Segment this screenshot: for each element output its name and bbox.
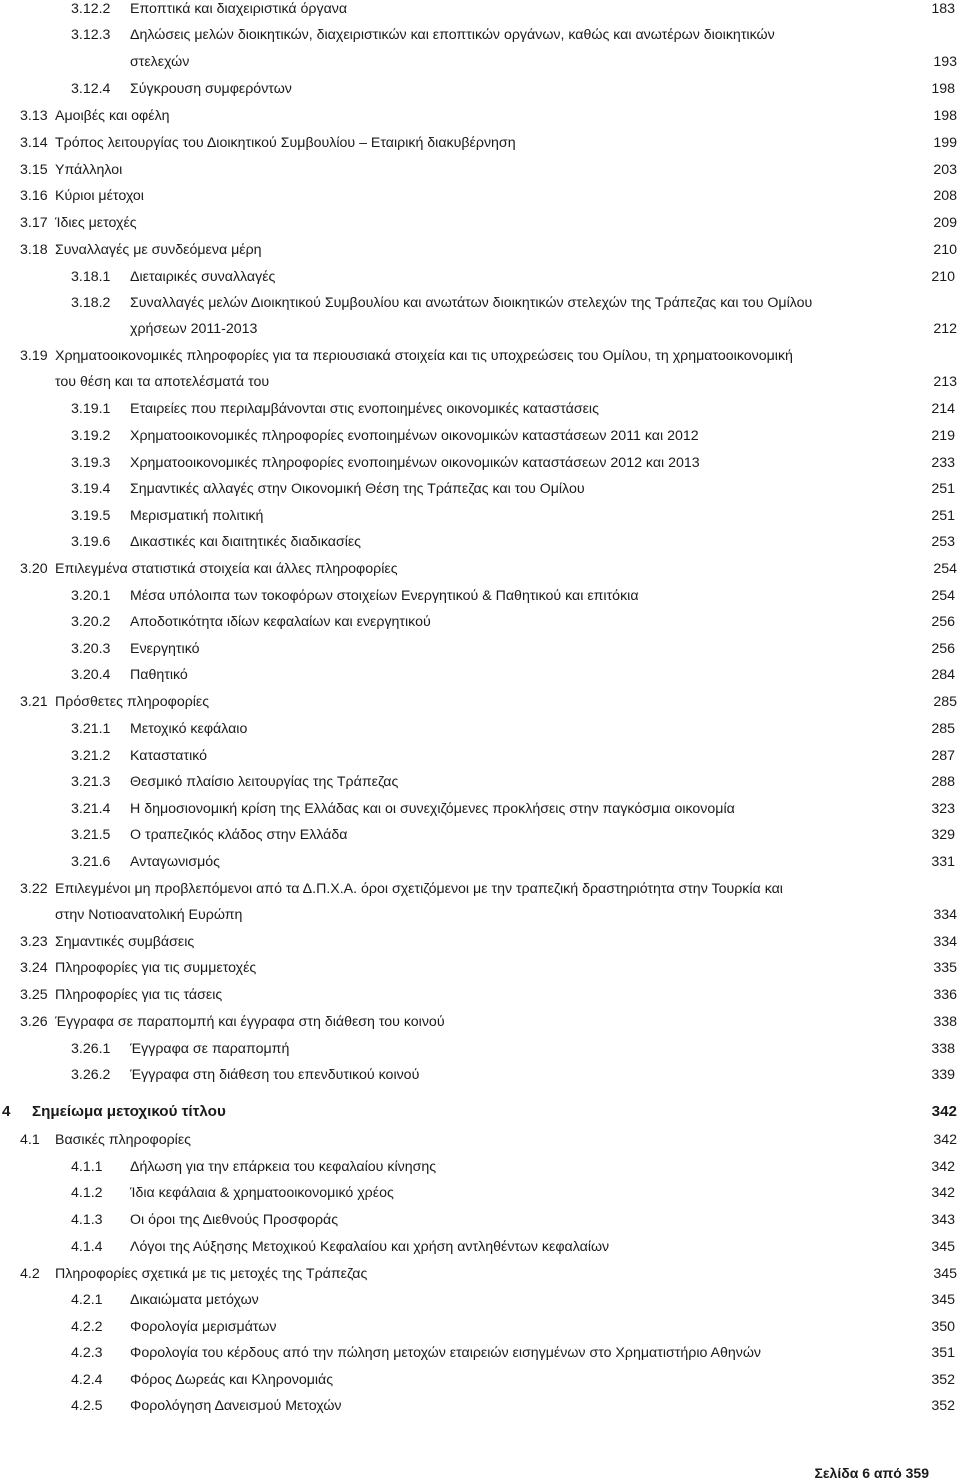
entry-number: 3.26 <box>20 1014 48 1030</box>
entry-number: 3.19.4 <box>71 481 111 497</box>
entry-number: 3.24 <box>20 960 48 976</box>
entry-number: 3.19.5 <box>71 508 111 524</box>
entry-page: 350 <box>931 1319 955 1335</box>
entry-title: Ενεργητικό <box>130 641 200 657</box>
entry-number: 4.2.5 <box>71 1398 103 1414</box>
entry-title: Φορολογία του κέρδους από την πώληση μετοχών εταιρειών εισηγμένων στο Χρηματιστήριο Αθηνών <box>130 1345 762 1361</box>
entry-title: Δικαστικές και διαιτητικές διαδικασίες <box>130 534 362 550</box>
entry-title: Ο τραπεζικός κλάδος στην Ελλάδα <box>130 827 348 843</box>
entry-page: 285 <box>931 721 955 737</box>
entry-title: Ίδιες μετοχές <box>55 215 137 231</box>
entry-number: 3.19.6 <box>71 534 111 550</box>
entry-title: Σημαντικές συμβάσεις <box>55 934 195 950</box>
entry-page: 213 <box>933 374 957 390</box>
entry-number: 3.19.3 <box>71 455 111 471</box>
entry-page: 254 <box>931 588 955 604</box>
entry-title: Δήλωση για την επάρκεια του κεφαλαίου κίνησης <box>130 1159 437 1175</box>
entry-page: 334 <box>933 907 957 923</box>
entry-title: Έγγραφα σε παραπομπή και έγγραφα στη διάθεση του κοινού <box>55 1014 445 1030</box>
entry-number: 3.16 <box>20 188 48 204</box>
entry-page: 329 <box>931 827 955 843</box>
entry-title: Δηλώσεις μελών διοικητικών, διαχειριστικών και εποπτικών οργάνων, καθώς και ανωτέρων διοικητικών <box>130 27 775 43</box>
entry-page: 199 <box>933 135 957 151</box>
entry-number: 3.23 <box>20 934 48 950</box>
entry-number: 3.22 <box>20 881 48 897</box>
entry-number: 4.1.3 <box>71 1212 103 1228</box>
entry-page: 345 <box>931 1239 955 1255</box>
entry-page: 253 <box>931 534 955 550</box>
entry-title: Φόρος Δωρεάς και Κληρονομιάς <box>130 1372 334 1388</box>
entry-title: Κύριοι μέτοχοι <box>55 188 144 204</box>
entry-page: 183 <box>931 1 955 17</box>
entry-number: 4.2.4 <box>71 1372 103 1388</box>
entry-number: 3.20.3 <box>71 641 111 657</box>
entry-page: 345 <box>931 1292 955 1308</box>
entry-page: 208 <box>933 188 957 204</box>
entry-title: Βασικές πληροφορίες <box>55 1132 191 1148</box>
entry-page: 219 <box>931 428 955 444</box>
entry-page: 351 <box>931 1345 955 1361</box>
entry-page: 334 <box>933 934 957 950</box>
entry-number: 4.2.3 <box>71 1345 103 1361</box>
entry-title: Παθητικό <box>130 667 188 683</box>
entry-page: 345 <box>933 1266 957 1282</box>
entry-number: 3.20.4 <box>71 667 111 683</box>
entry-page: 342 <box>931 1185 955 1201</box>
entry-title: Εταιρείες που περιλαμβάνονται στις ενοποιημένες οικονομικές καταστάσεις <box>130 401 599 417</box>
chapter-page: 342 <box>931 1103 957 1120</box>
entry-title: Επιλεγμένοι μη προβλεπόμενοι από τα Δ.Π.Χ.Α. όροι σχετιζόμενοι με την τραπεζική δραστηριότητα στην Τουρκία και <box>55 881 783 897</box>
entry-title: Λόγοι της Αύξησης Μετοχικού Κεφαλαίου και χρήση αντληθέντων κεφαλαίων <box>130 1239 610 1255</box>
entry-title-continuation: χρήσεων 2011-2013 <box>130 321 258 337</box>
entry-page: 198 <box>931 81 955 97</box>
entry-page: 209 <box>933 215 957 231</box>
entry-number: 3.21 <box>20 694 48 710</box>
entry-page: 331 <box>931 854 955 870</box>
entry-page: 251 <box>931 508 955 524</box>
entry-title: Διεταιρικές συναλλαγές <box>130 269 276 285</box>
entry-title: Υπάλληλοι <box>55 162 123 178</box>
entry-page: 193 <box>933 54 957 70</box>
entry-page: 342 <box>931 1159 955 1175</box>
entry-number: 3.14 <box>20 135 48 151</box>
entry-page: 338 <box>933 1014 957 1030</box>
entry-title: Χρηματοοικονομικές πληροφορίες ενοποιημένων οικονομικών καταστάσεων 2012 και 2013 <box>130 455 700 471</box>
entry-title: Σύγκρουση συμφερόντων <box>130 81 292 97</box>
entry-page: 210 <box>933 242 957 258</box>
chapter-title: Σημείωμα μετοχικού τίτλου <box>32 1103 226 1120</box>
entry-title-continuation: του θέση και τα αποτελέσματά του <box>55 374 270 390</box>
entry-title: Σημαντικές αλλαγές στην Οικονομική Θέση της Τράπεζας και του Ομίλου <box>130 481 585 497</box>
entry-number: 3.26.1 <box>71 1041 111 1057</box>
entry-title: Πληροφορίες για τις συμμετοχές <box>55 960 257 976</box>
entry-number: 3.25 <box>20 987 48 1003</box>
entry-page: 352 <box>931 1372 955 1388</box>
entry-page: 335 <box>933 960 957 976</box>
entry-page: 352 <box>931 1398 955 1414</box>
entry-number: 4.1 <box>20 1132 40 1148</box>
entry-title: Έγγραφα στη διάθεση του επενδυτικού κοινού <box>130 1067 420 1083</box>
entry-number: 3.12.3 <box>71 27 111 43</box>
entry-number: 3.19 <box>20 348 48 364</box>
entry-title: Θεσμικό πλαίσιο λειτουργίας της Τράπεζας <box>130 774 399 790</box>
entry-title-continuation: στελεχών <box>130 54 190 70</box>
entry-number: 3.18.2 <box>71 295 111 311</box>
entry-page: 342 <box>933 1132 957 1148</box>
entry-number: 3.13 <box>20 108 48 124</box>
entry-title: Αμοιβές και οφέλη <box>55 108 170 124</box>
entry-title: Μερισματική πολιτική <box>130 508 264 524</box>
entry-title: Επιλεγμένα στατιστικά στοιχεία και άλλες πληροφορίες <box>55 561 398 577</box>
entry-number: 3.19.2 <box>71 428 111 444</box>
entry-number: 3.21.4 <box>71 801 111 817</box>
entry-number: 3.21.3 <box>71 774 111 790</box>
entry-title-continuation: στην Νοτιοανατολική Ευρώπη <box>55 907 243 923</box>
entry-title: Ανταγωνισμός <box>130 854 220 870</box>
entry-title: Ίδια κεφάλαια & χρηματοοικονομικό χρέος <box>130 1185 394 1201</box>
entry-page: 343 <box>931 1212 955 1228</box>
entry-number: 3.21.1 <box>71 721 111 737</box>
entry-number: 3.15 <box>20 162 48 178</box>
entry-number: 3.20.1 <box>71 588 111 604</box>
entry-page: 256 <box>931 641 955 657</box>
entry-title: Χρηματοοικονομικές πληροφορίες για τα περιουσιακά στοιχεία και τις υποχρεώσεις του Ομίλου, τη χρηματοοικονομική <box>55 348 793 364</box>
entry-page: 233 <box>931 455 955 471</box>
entry-number: 3.17 <box>20 215 48 231</box>
entry-page: 284 <box>931 667 955 683</box>
entry-title: Φορολογία μερισμάτων <box>130 1319 277 1335</box>
entry-page: 287 <box>931 748 955 764</box>
entry-number: 4.1.1 <box>71 1159 103 1175</box>
entry-number: 3.21.5 <box>71 827 111 843</box>
entry-title: Μετοχικό κεφάλαιο <box>130 721 248 737</box>
entry-title: Έγγραφα σε παραπομπή <box>130 1041 290 1057</box>
entry-page: 338 <box>931 1041 955 1057</box>
entry-number: 3.18 <box>20 242 48 258</box>
entry-page: 214 <box>931 401 955 417</box>
entry-title: Μέσα υπόλοιπα των τοκοφόρων στοιχείων Ενεργητικού & Παθητικού και επιτόκια <box>130 588 639 604</box>
entry-number: 4.2.2 <box>71 1319 103 1335</box>
entry-page: 210 <box>931 269 955 285</box>
entry-page: 256 <box>931 614 955 630</box>
entry-title: Εποπτικά και διαχειριστικά όργανα <box>130 1 348 17</box>
entry-title: Πληροφορίες σχετικά με τις μετοχές της Τράπεζας <box>55 1266 368 1282</box>
entry-page: 323 <box>931 801 955 817</box>
chapter-number: 4 <box>2 1103 11 1120</box>
entry-number: 3.26.2 <box>71 1067 111 1083</box>
entry-title: Οι όροι της Διεθνούς Προσφοράς <box>130 1212 339 1228</box>
entry-number: 4.2.1 <box>71 1292 103 1308</box>
entry-number: 4.2 <box>20 1266 40 1282</box>
entry-page: 203 <box>933 162 957 178</box>
entry-title: Συναλλαγές με συνδεόμενα μέρη <box>55 242 262 258</box>
entry-title: Συναλλαγές μελών Διοικητικού Συμβουλίου και ανωτάτων διοικητικών στελεχών της Τράπεζας και του Ομίλου <box>130 295 813 311</box>
entry-page: 336 <box>933 987 957 1003</box>
entry-title: Καταστατικό <box>130 748 208 764</box>
entry-title: Φορολόγηση Δανεισμού Μετοχών <box>130 1398 342 1414</box>
entry-title: Χρηματοοικονομικές πληροφορίες ενοποιημένων οικονομικών καταστάσεων 2011 και 2012 <box>130 428 699 444</box>
entry-title: Πρόσθετες πληροφορίες <box>55 694 210 710</box>
entry-number: 3.20 <box>20 561 48 577</box>
entry-number: 3.18.1 <box>71 269 111 285</box>
entry-number: 3.21.2 <box>71 748 111 764</box>
entry-title: Πληροφορίες για τις τάσεις <box>55 987 223 1003</box>
page-footer: Σελίδα 6 από 359 <box>814 1465 929 1481</box>
entry-number: 3.12.4 <box>71 81 111 97</box>
entry-title: Η δημοσιονομική κρίση της Ελλάδας και οι συνεχιζόμενες προκλήσεις στην παγκόσμια οικονομία <box>130 801 735 817</box>
entry-page: 251 <box>931 481 955 497</box>
entry-number: 4.1.2 <box>71 1185 103 1201</box>
entry-page: 212 <box>933 321 957 337</box>
entry-number: 3.21.6 <box>71 854 111 870</box>
entry-title: Τρόπος λειτουργίας του Διοικητικού Συμβουλίου – Εταιρική διακυβέρνηση <box>55 135 516 151</box>
entry-number: 4.1.4 <box>71 1239 103 1255</box>
entry-number: 3.19.1 <box>71 401 111 417</box>
entry-page: 254 <box>933 561 957 577</box>
entry-page: 285 <box>933 694 957 710</box>
entry-title: Αποδοτικότητα ιδίων κεφαλαίων και ενεργητικού <box>130 614 431 630</box>
entry-title: Δικαιώματα μετόχων <box>130 1292 259 1308</box>
entry-number: 3.12.2 <box>71 1 111 17</box>
entry-page: 339 <box>931 1067 955 1083</box>
entry-page: 288 <box>931 774 955 790</box>
entry-page: 198 <box>933 108 957 124</box>
entry-number: 3.20.2 <box>71 614 111 630</box>
